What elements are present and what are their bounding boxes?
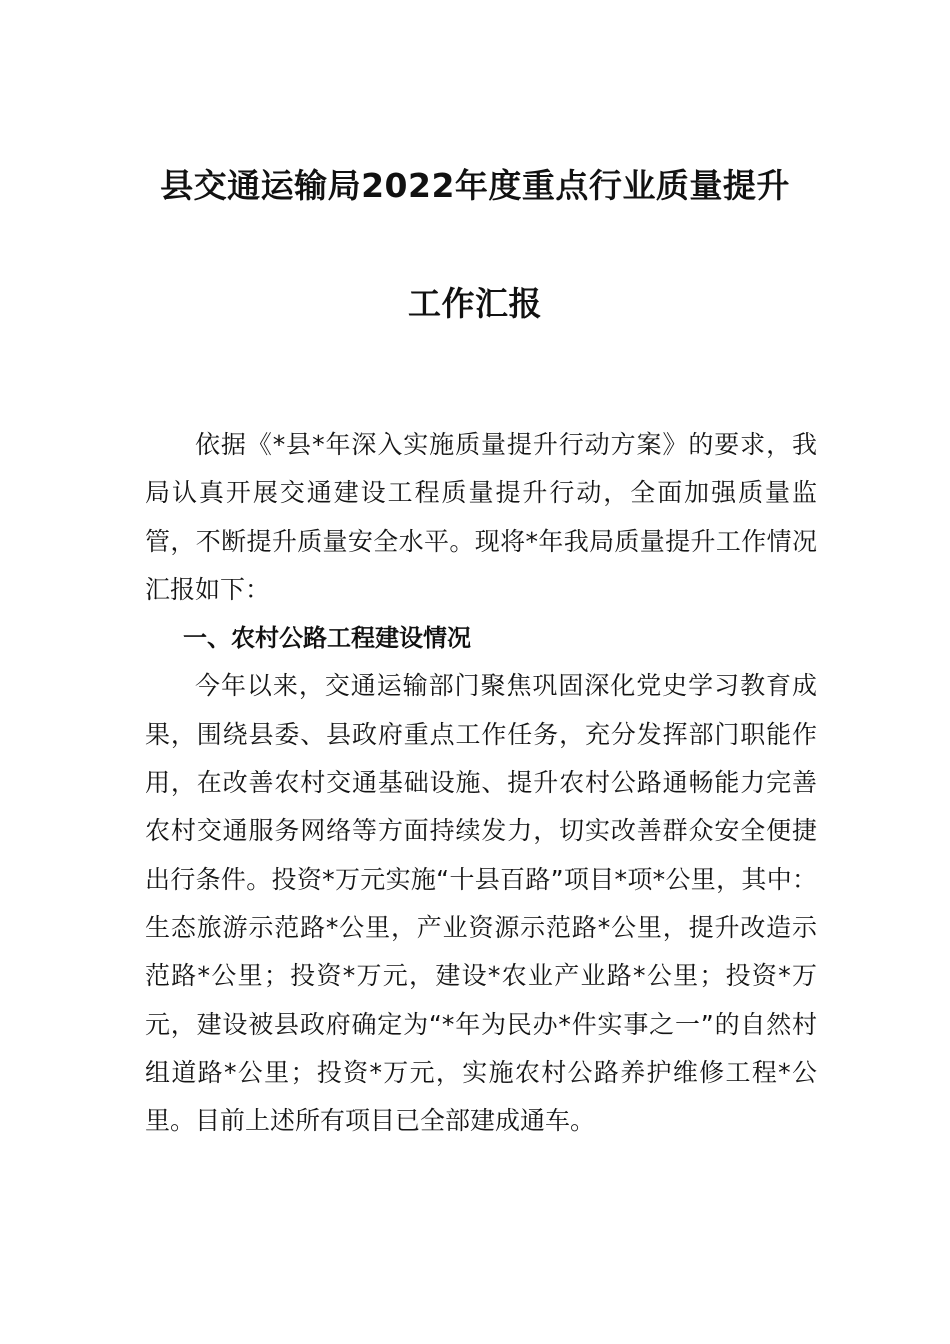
- document-title-line-1: 县交通运输局2022年度重点行业质量提升: [160, 166, 790, 205]
- section-1-heading: 一、农村公路工程建设情况: [183, 624, 471, 653]
- intro-paragraph: 依据《*县*年深入实施质量提升行动方案》的要求，我局认真开展交通建设工程质量提升行动，全面加强质量监管，不断提升质量安全水平。现将*年我局质量提升工作情况汇报如下：: [145, 430, 817, 604]
- document-title-line-2: 工作汇报: [408, 284, 542, 323]
- section-1-paragraph: 今年以来，交通运输部门聚焦巩固深化党史学习教育成果，围绕县委、县政府重点工作任务，充分发挥部门职能作用，在改善农村交通基础设施、提升农村公路通畅能力完善农村交通服务网络等方面持续发力，切实改善群众安全便捷出行条件。投资*万元实施“十县百路”项目*项*公里，其中：生态旅游示范路*公里，产业资源示范路*公里，提升改造示范路*公里；投资*万元，建设*农业产业路*公里；投资*万元，建设被县政府确定为“*年为民办*件实事之一”的自然村组道路*公里；投资*万元，实施农村公路养护维修工程*公里。目前上述所有项目已全部建成通车。: [145, 671, 817, 1136]
- document-body: [145, 421, 817, 1145]
